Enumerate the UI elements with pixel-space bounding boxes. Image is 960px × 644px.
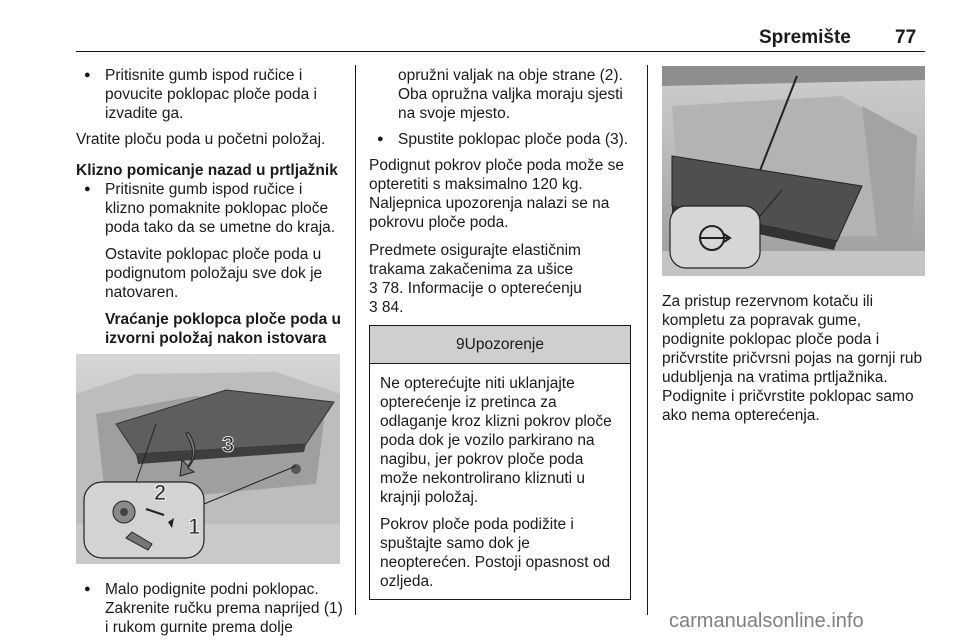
column-3	[662, 66, 927, 434]
spare-wheel-figure	[662, 66, 925, 276]
bullet-slide-cover: ● Pritisnite gumb ispod ručice i klizno pomaknite poklopac ploče poda tako da se umetne do kraja.	[76, 180, 344, 237]
column-divider-1	[355, 65, 356, 615]
warning-body	[370, 364, 630, 599]
bullet-lower-cover: ● Spustite poklopac ploče poda (3).	[369, 130, 631, 149]
indent-return-heading: Vraćanje poklopca ploče poda u izvorni položaj nakon istovara	[105, 311, 342, 347]
paragraph-secure-items: Predmete osigurajte elastičnim trakama zakačenima za ušice	[369, 242, 581, 278]
figure-label-1: 1	[188, 514, 201, 539]
continued-text: opružni valjak na obje strane (2). Oba opružna valjka moraju sjesti na svoje mjesto.	[398, 67, 623, 122]
watermark: carmanualsonline.info	[669, 610, 864, 632]
column-1	[76, 66, 344, 644]
column-divider-2	[647, 65, 648, 615]
reference-84: 3 84.	[369, 299, 404, 316]
page-number: 77	[895, 27, 917, 48]
indent-leave-raised: Ostavite poklopac ploče poda u podignutom položaju sve dok je natovaren.	[105, 246, 323, 301]
warning-header	[370, 326, 630, 364]
header-rule	[76, 51, 925, 52]
warning-title: Upozorenje	[464, 336, 544, 353]
warning-icon: 9	[456, 336, 465, 353]
warning-box	[369, 325, 631, 600]
section-title: Spremište	[759, 27, 851, 48]
page-header	[735, 28, 925, 50]
figure-label-2: 2	[154, 480, 167, 505]
paragraph-spare-wheel: Za pristup rezervnom kotaču ili kompletu za popravak gume, podignite poklopac ploče poda i pričvrstite pričvrsni pojas na gornji rub udubljenja na vratima prtljažnika. Podignite i pričvrstite poklopac samo ako nema opterećenja.	[662, 293, 923, 424]
trunk-floor-figure	[76, 354, 340, 564]
bullet-remove-cover: ● Pritisnite gumb ispod ručice i povucite poklopac ploče poda i izvadite ga.	[76, 66, 344, 123]
warning-paragraph-2: Pokrov ploče poda podižite i spuštajte samo dok je neopterećen. Postoji opasnost od ozljeda.	[380, 516, 611, 590]
paragraph-max-load: Podignut pokrov ploče poda može se opteretiti s maksimalno 120 kg. Naljepnica upozorenja nalazi se na pokrovu ploče poda.	[369, 157, 625, 231]
figure-label-3: 3	[222, 432, 235, 457]
warning-paragraph-1: Ne opterećujte niti uklanjajte opterećenje iz pretinca za odlaganje kroz klizni pokrov ploče poda dok je vozilo parkirano na nagibu, jer pokrov ploče poda može nekontrolirano kliznuti u krajnji položaj.	[380, 375, 612, 506]
column-2	[369, 66, 631, 600]
bullet-lift-cover: ● Malo podignite podni poklopac. Zakrenite ručku prema naprijed (1) i rukom gurnite prema dolje	[76, 580, 344, 637]
paragraph-return-floor: Vratite ploču poda u početni položaj.	[76, 131, 326, 148]
subheading-slide-back: Klizno pomicanje nazad u prtljažnik	[76, 162, 338, 179]
reference-78: 3 78. Informacije o opterećenju	[369, 280, 582, 297]
